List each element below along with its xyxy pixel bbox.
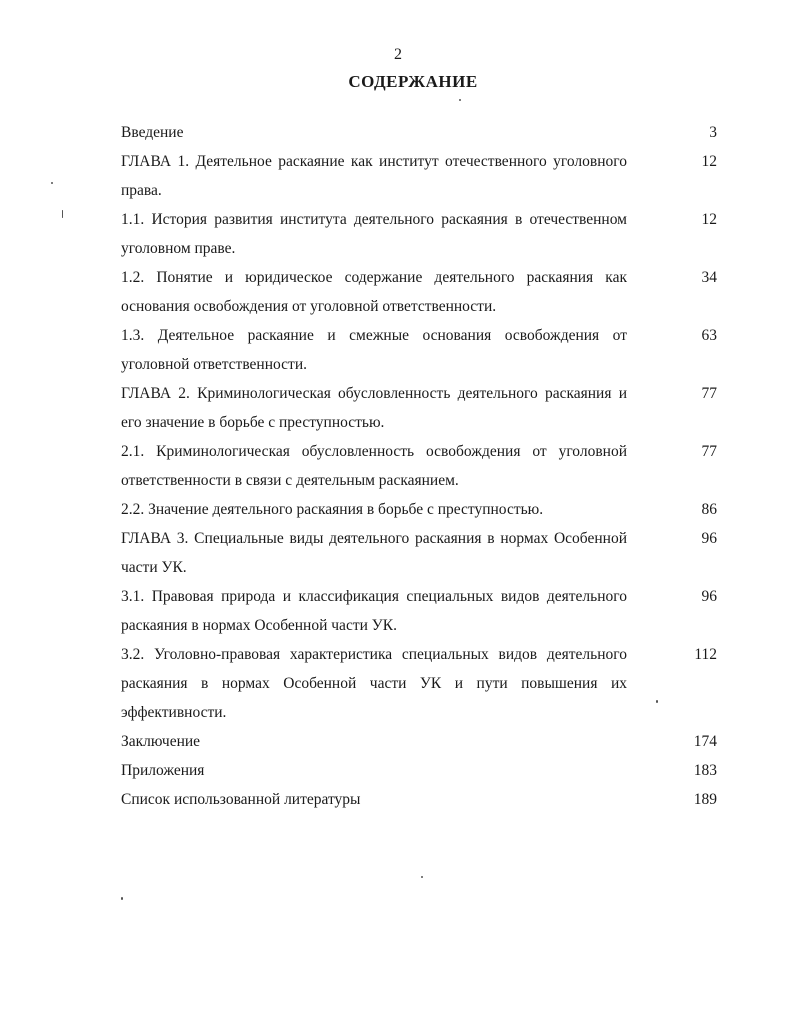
toc-entry-page: 96 (701, 588, 717, 605)
toc-entry-section-3-2 (121, 640, 717, 727)
toc-entry-page: 96 (701, 530, 717, 547)
toc-entry-page: 112 (694, 646, 717, 663)
toc-entry-page: 34 (701, 269, 717, 286)
toc-entry-text: ГЛАВА 2. Криминологическая обусловленность деятельного раскаяния и его значение в борьбе с преступностью. (121, 385, 627, 431)
page-title: СОДЕРЖАНИЕ (348, 72, 478, 91)
toc-entry-page: 63 (701, 327, 717, 344)
toc-entry-page: 77 (701, 385, 717, 402)
toc-entry-section-2-1 (121, 437, 717, 495)
toc-entry-section-3-1 (121, 582, 717, 640)
page-number: 2 (394, 46, 402, 63)
toc-entry-text: 1.3. Деятельное раскаяние и смежные основания освобождения от уголовной ответственности. (121, 327, 627, 373)
scan-speck (656, 700, 658, 703)
toc-entry-page: 3 (709, 124, 717, 141)
scan-speck (51, 182, 53, 184)
toc-entry-text: Заключение (121, 733, 201, 750)
toc-entry-text: ГЛАВА 3. Специальные виды деятельного раскаяния в нормах Особенной части УК. (121, 530, 627, 576)
toc-entry-section-1-3 (121, 321, 717, 379)
toc-entry-text: 1.2. Понятие и юридическое содержание деятельного раскаяния как основания освобождения от уголовной ответственности. (121, 269, 627, 315)
toc-entry-page: 183 (693, 762, 717, 779)
toc-entry-page: 77 (701, 443, 717, 460)
scan-speck (121, 897, 123, 900)
toc-entry-chapter-2 (121, 379, 717, 437)
toc-entry-chapter-1 (121, 147, 717, 205)
toc-entry-conclusion (121, 727, 717, 756)
scan-speck (459, 99, 461, 101)
toc-entry-section-1-2 (121, 263, 717, 321)
scan-speck (62, 210, 63, 218)
toc-entry-text: 2.2. Значение деятельного раскаяния в борьбе с преступностью. (121, 501, 544, 518)
toc-entry-text: 3.1. Правовая природа и классификация специальных видов деятельного раскаяния в нормах Особенной части УК. (121, 588, 627, 634)
table-of-contents (121, 118, 717, 814)
toc-entry-page: 12 (701, 153, 717, 170)
toc-entry-text: Приложения (121, 762, 205, 779)
toc-entry-text: 2.1. Криминологическая обусловленность освобождения от уголовной ответственности в связи с деятельным раскаянием. (121, 443, 627, 489)
toc-entry-page: 12 (701, 211, 717, 228)
toc-entry-chapter-3 (121, 524, 717, 582)
toc-entry-appendices (121, 756, 717, 785)
toc-entry-text: Список использованной литературы (121, 791, 361, 808)
scan-speck (421, 876, 423, 878)
toc-entry-section-2-2 (121, 495, 717, 524)
toc-entry-text: 3.2. Уголовно-правовая характеристика специальных видов деятельного раскаяния в нормах Особенной части УК и пути повышения их эффективности. (121, 646, 627, 721)
toc-entry-introduction (121, 118, 717, 147)
toc-entry-page: 189 (693, 791, 717, 808)
toc-entry-section-1-1 (121, 205, 717, 263)
toc-entry-bibliography (121, 785, 717, 814)
toc-entry-text: ГЛАВА 1. Деятельное раскаяние как институт отечественного уголовного права. (121, 153, 627, 199)
toc-entry-page: 174 (693, 733, 717, 750)
toc-entry-text: Введение (121, 124, 184, 141)
toc-entry-page: 86 (701, 501, 717, 518)
toc-entry-text: 1.1. История развития института деятельного раскаяния в отечественном уголовном праве. (121, 211, 627, 257)
